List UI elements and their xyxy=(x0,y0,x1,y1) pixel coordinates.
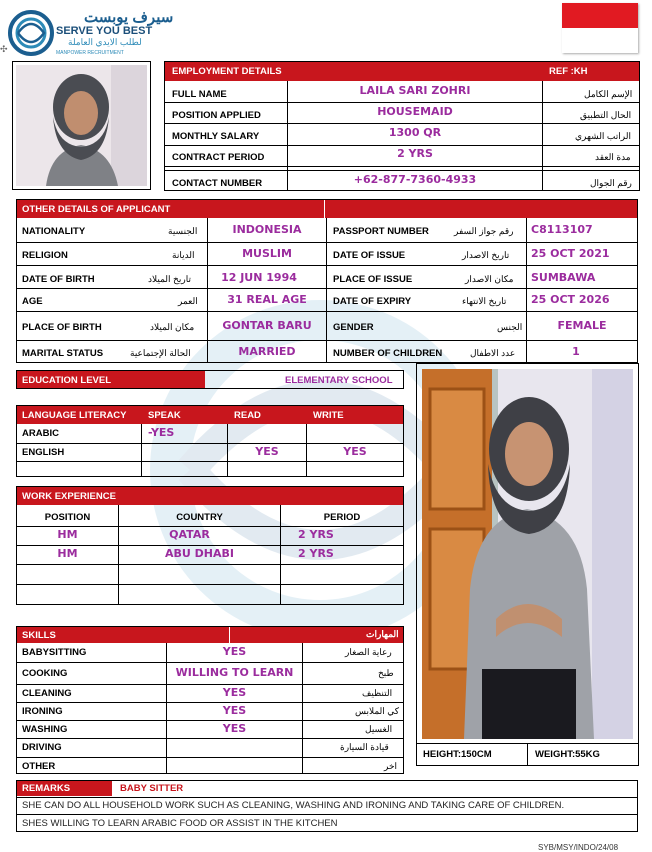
skill-cleaning-arabic: التنظيف xyxy=(362,688,393,698)
date-of-expiry-label: DATE OF EXPIRY xyxy=(333,296,412,307)
monthly-salary-arabic: الراتب الشهري xyxy=(575,131,631,141)
work-row-2-country: ABU DHABI xyxy=(165,547,234,560)
date-of-birth-label: DATE OF BIRTH xyxy=(22,274,95,285)
language-row-arabic: ARABIC xyxy=(22,428,59,439)
skills-header: SKILLS xyxy=(22,630,56,641)
place-of-birth-value: GONTAR BARU xyxy=(222,319,312,332)
work-country-column: COUNTRY xyxy=(176,512,223,523)
date-of-issue-arabic: تاريخ الاصدار xyxy=(462,250,510,260)
work-experience-header: WORK EXPERIENCE xyxy=(22,491,116,502)
date-of-issue-value: 25 OCT 2021 xyxy=(531,247,610,260)
date-of-issue-label: DATE OF ISSUE xyxy=(333,250,406,261)
contract-period-label: CONTRACT PERIOD xyxy=(172,152,265,163)
footer-reference-code: SYB/MSY/INDO/24/08 xyxy=(538,843,619,852)
passport-number-label: PASSPORT NUMBER xyxy=(333,226,429,237)
skill-ironing-value: YES xyxy=(222,704,247,717)
flag-white-band xyxy=(562,28,638,53)
education-label: EDUCATION LEVEL xyxy=(22,375,112,386)
write-header: WRITE xyxy=(313,410,344,421)
indonesia-flag xyxy=(562,3,638,53)
passport-number-value: C8113107 xyxy=(531,223,593,236)
full-name-arabic: الإسم الكامل xyxy=(584,89,633,99)
brand-subtitle: MANPOWER RECRUITMENT xyxy=(56,50,124,56)
age-value: 31 REAL AGE xyxy=(227,293,307,306)
applicant-photo-large xyxy=(422,369,633,739)
place-of-issue-arabic: مكان الاصدار xyxy=(465,274,514,284)
skill-cooking-arabic: طبخ xyxy=(378,668,394,678)
applicant-photo-small xyxy=(16,65,147,186)
other-details-header: OTHER DETAILS OF APPLICANT xyxy=(22,204,171,215)
skill-driving-arabic: قيادة السيارة xyxy=(340,742,389,752)
full-name-label: FULL NAME xyxy=(172,89,227,100)
religion-arabic: الديانة xyxy=(172,250,195,260)
work-row-1-country: QATAR xyxy=(169,528,210,541)
monthly-salary-label: MONTHLY SALARY xyxy=(172,131,260,142)
marital-status-arabic: الحالة الإجتماعية xyxy=(130,348,191,358)
contact-number-value: +62-877-7360-4933 xyxy=(353,173,477,186)
remarks-label: REMARKS xyxy=(22,783,71,794)
skills-header-arabic: المهارات xyxy=(366,629,399,639)
skill-babysitting-value: YES xyxy=(222,645,247,658)
skill-other-label: OTHER xyxy=(22,761,56,772)
remarks-line-2: SHES WILLING TO LEARN ARABIC FOOD OR ASSIST IN THE KITCHEN xyxy=(22,818,338,829)
contract-period-arabic: مدة العقد xyxy=(595,152,631,162)
skill-cleaning-value: YES xyxy=(222,686,247,699)
brand-arabic-name: سيرف يوبست xyxy=(84,9,174,26)
contact-number-label: CONTACT NUMBER xyxy=(172,178,263,189)
number-of-children-label: NUMBER OF CHILDREN xyxy=(333,348,443,359)
height-value: HEIGHT:150CM xyxy=(423,749,492,760)
contact-number-arabic: رقم الجوال xyxy=(590,178,632,188)
age-arabic: العمر xyxy=(178,296,198,306)
english-read-value: YES xyxy=(255,445,279,458)
work-row-1-position: HM xyxy=(57,528,78,541)
number-of-children-arabic: عدد الاطفال xyxy=(470,348,516,358)
nationality-arabic: الجنسية xyxy=(168,226,198,236)
reference-code: REF :KH xyxy=(549,66,588,77)
skill-ironing-label: IRONING xyxy=(22,706,63,717)
skills-header-bar xyxy=(17,627,403,643)
date-of-birth-arabic: تاريخ الميلاد xyxy=(148,274,191,284)
work-period-column: PERIOD xyxy=(323,512,361,523)
gender-value: FEMALE xyxy=(557,319,607,332)
place-of-issue-label: PLACE OF ISSUE xyxy=(333,274,413,285)
work-position-column: POSITION xyxy=(44,512,91,523)
marital-status-label: MARITAL STATUS xyxy=(22,348,104,359)
nationality-label: NATIONALITY xyxy=(22,226,86,237)
skill-washing-arabic: الغسيل xyxy=(365,724,393,734)
work-row-2-period: 2 YRS xyxy=(298,547,334,560)
age-label: AGE xyxy=(22,296,43,307)
weight-value: WEIGHT:55KG xyxy=(535,749,600,760)
skill-driving-label: DRIVING xyxy=(22,742,62,753)
date-of-birth-value: 12 JUN 1994 xyxy=(221,271,297,284)
skill-ironing-arabic: كي الملابس xyxy=(355,706,400,716)
company-logo xyxy=(8,10,54,56)
passport-number-arabic: رقم جواز السفر xyxy=(454,226,514,236)
move-handle-icon[interactable]: ✣ xyxy=(0,44,8,54)
english-write-value: YES xyxy=(343,445,367,458)
skill-cooking-label: COOKING xyxy=(22,668,68,679)
work-row-2-position: HM xyxy=(57,547,78,560)
skill-babysitting-arabic: رعاية الصغار xyxy=(345,647,392,657)
education-value: ELEMENTARY SCHOOL xyxy=(285,375,393,386)
skill-babysitting-label: BABYSITTING xyxy=(22,647,87,658)
employment-header: EMPLOYMENT DETAILS xyxy=(172,66,282,77)
monthly-salary-value: 1300 QR xyxy=(388,126,442,139)
number-of-children-value: 1 xyxy=(572,345,580,358)
flag-red-band xyxy=(562,3,638,28)
position-applied-value: HOUSEMAID xyxy=(377,105,453,118)
full-name-value: LAILA SARI ZOHRI xyxy=(359,84,471,97)
place-of-birth-label: PLACE OF BIRTH xyxy=(22,322,102,333)
gender-arabic: الجنس xyxy=(497,322,523,332)
work-row-1-period: 2 YRS xyxy=(298,528,334,541)
speak-header: SPEAK xyxy=(148,410,181,421)
brand-arabic-tagline: لطلب الايدي العاملة xyxy=(68,37,142,47)
read-header: READ xyxy=(234,410,261,421)
date-of-expiry-arabic: تاريخ الانتهاء xyxy=(462,296,507,306)
brand-english-name: SERVE YOU BEST xyxy=(56,25,153,37)
skill-washing-label: WASHING xyxy=(22,724,68,735)
arabic-speak-value: -YES xyxy=(148,426,175,439)
marital-status-value: MARRIED xyxy=(238,345,296,358)
religion-label: RELIGION xyxy=(22,250,68,261)
place-of-issue-value: SUMBAWA xyxy=(531,271,596,284)
nationality-value: INDONESIA xyxy=(232,223,302,236)
position-applied-label: POSITION APPLIED xyxy=(172,110,261,121)
gender-label: GENDER xyxy=(333,322,374,333)
date-of-expiry-value: 25 OCT 2026 xyxy=(531,293,610,306)
remarks-line-1: SHE CAN DO ALL HOUSEHOLD WORK SUCH AS CLEANING, WASHING AND IRONING AND TAKING CARE OF CHILDREN. xyxy=(22,800,565,811)
language-header: LANGUAGE LITERACY xyxy=(22,410,127,421)
skill-cooking-value: WILLING TO LEARN xyxy=(175,666,294,679)
religion-value: MUSLIM xyxy=(242,247,292,260)
skill-other-arabic: اخر xyxy=(384,761,398,771)
skill-washing-value: YES xyxy=(222,722,247,735)
remarks-value: BABY SITTER xyxy=(120,783,184,794)
contract-period-value: 2 YRS xyxy=(397,147,433,160)
language-row-english: ENGLISH xyxy=(22,447,65,458)
position-applied-arabic: الحال التطبيق xyxy=(580,110,632,120)
skill-cleaning-label: CLEANING xyxy=(22,688,72,699)
place-of-birth-arabic: مكان الميلاد xyxy=(150,322,195,332)
